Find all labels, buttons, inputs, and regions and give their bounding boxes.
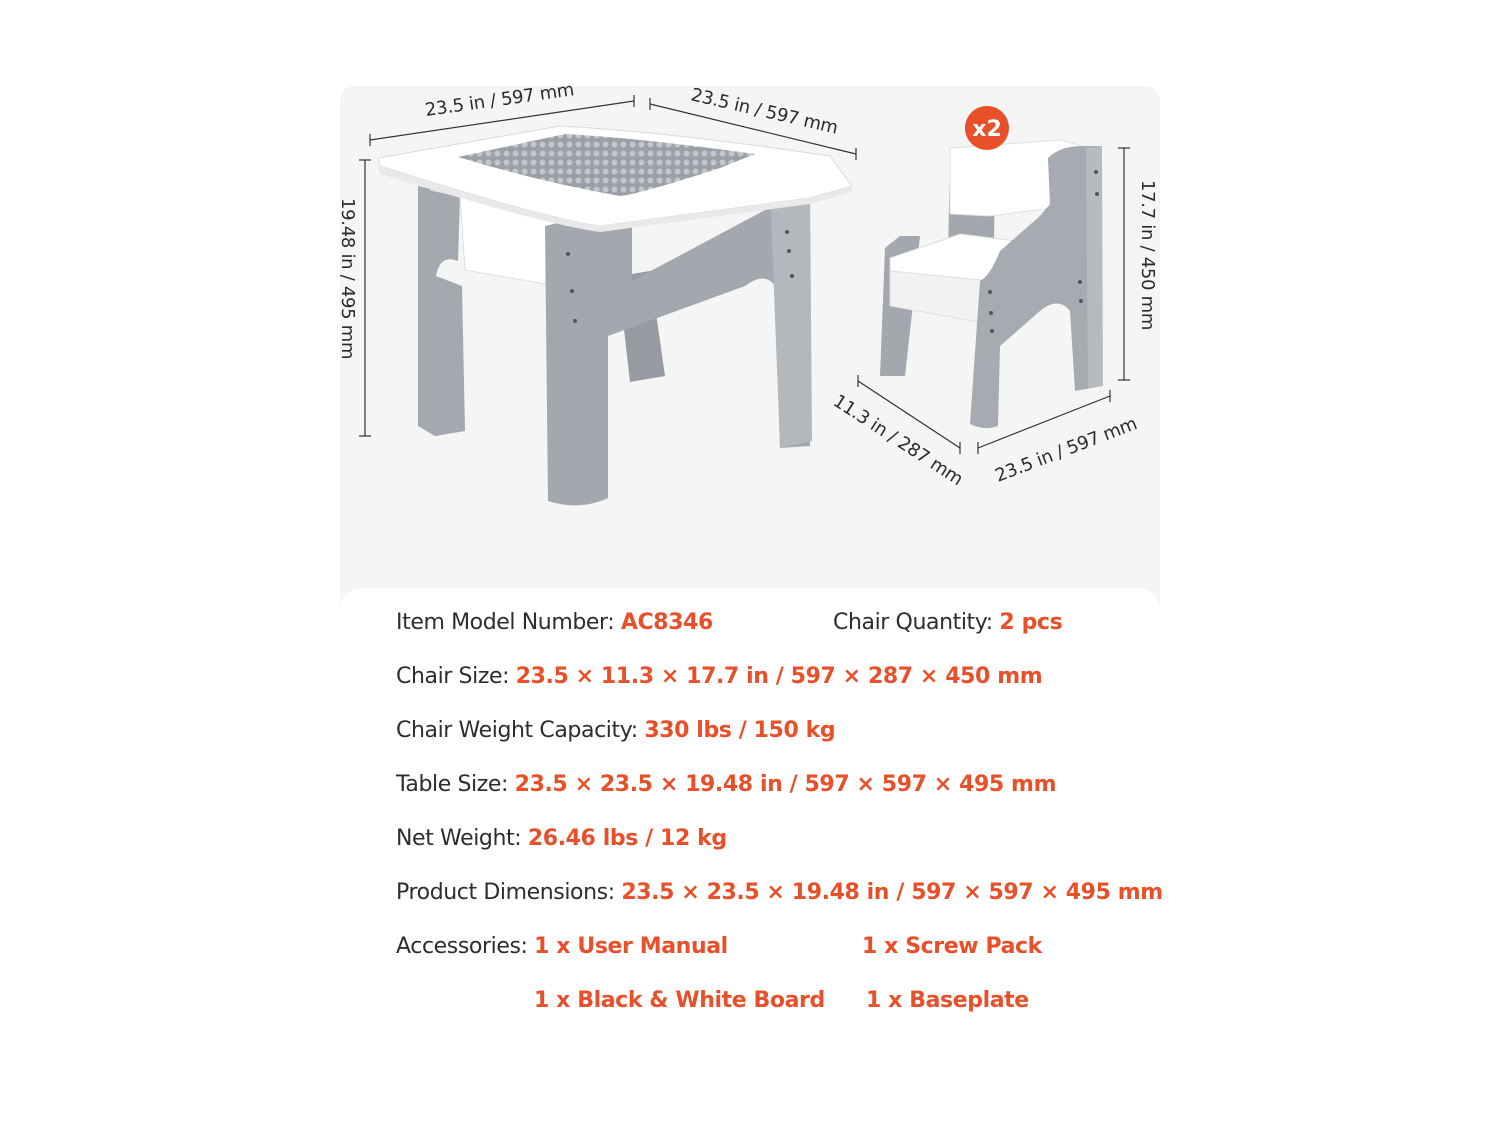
chair-illustration — [880, 106, 1103, 428]
spec-model: Item Model Number: AC8346 — [396, 610, 713, 635]
chair-width-label: 23.5 in / 597 mm — [992, 413, 1140, 487]
spec-chair-size: Chair Size: 23.5 × 11.3 × 17.7 in / 597 × 287 × 450 mm — [396, 664, 1043, 689]
spec-product-dimensions: Product Dimensions: 23.5 × 23.5 × 19.48 in / 597 × 597 × 495 mm — [396, 880, 1163, 905]
table-depth-label: 23.5 in / 597 mm — [688, 84, 840, 139]
spec-net-weight: Net Weight: 26.46 lbs / 12 kg — [396, 826, 727, 851]
spec-chair-quantity: Chair Quantity: 2 pcs — [833, 610, 1063, 635]
product-illustration — [337, 79, 1160, 606]
chair-depth-label: 11.3 in / 287 mm — [829, 390, 967, 490]
accessory-item: 1 x Screw Pack — [862, 934, 1042, 959]
product-card — [337, 79, 1163, 1038]
accessory-item: 1 x Baseplate — [866, 988, 1029, 1013]
accessory-item: 1 x Black & White Board — [534, 988, 825, 1013]
spec-weight-capacity: Chair Weight Capacity: 330 lbs / 150 kg — [396, 718, 836, 743]
spec-accessories: Accessories: 1 x User Manual — [396, 934, 728, 959]
table-width-label: 23.5 in / 597 mm — [423, 79, 576, 121]
chair-height-label: 17.7 in / 450 mm — [1137, 180, 1158, 331]
table-illustration — [378, 126, 852, 505]
quantity-badge-label: x2 — [972, 117, 1002, 142]
specifications-panel — [340, 588, 1163, 1038]
table-height-label: 19.48 in / 495 mm — [337, 198, 358, 360]
spec-table-size: Table Size: 23.5 × 23.5 × 19.48 in / 597 × 597 × 495 mm — [396, 772, 1057, 797]
